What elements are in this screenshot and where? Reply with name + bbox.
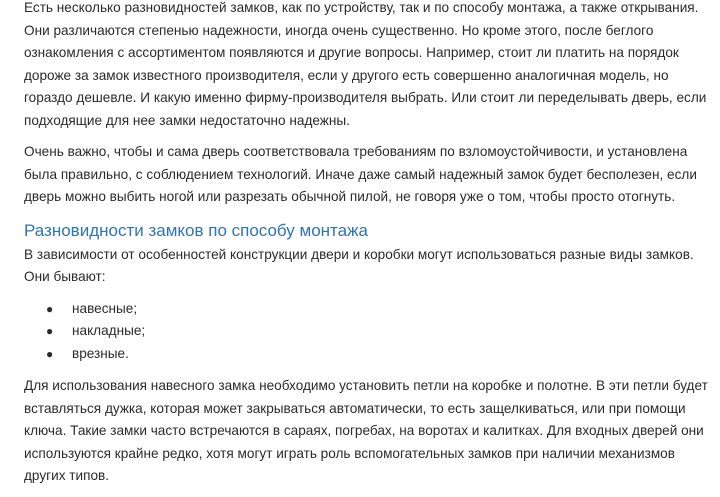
lock-types-list [24, 298, 714, 366]
list-item-label: навесные; [72, 300, 138, 316]
paragraph-lock-types-intro: Есть несколько разновидностей замков, как по устройству, так и по способу монтажа, а также открывания. Они различаются степенью надежности, иногда очень существенно. Но кроме этого, после беглого ознакомления с ассортиментом появляются и другие вопросы. Например, стоит ли платить на порядок дороже за замок известного производителя, если у другого есть совершенно аналогичная модель, но гораздо дешевле. И какую именно фирму-производителя выбрать. Или стоит ли переделывать дверь, если подходящие для нее замки недостаточно надежны. [24, 0, 707, 128]
bullet-icon: ● [46, 301, 54, 316]
paragraph-padlock-description: Для использования навесного замка необходимо установить петли на коробке и полотне. В эти петли будет вставляться дужка, которая может закрываться автоматически, то есть защелкиваться, или при помощи ключа. Такие замки часто встречаются в сараях, погребах, на воротах и калитках. Для входных дверей они используются крайне редко, хотя могут играть роль вспомогательных замков при наличии механизмов других типов. [24, 378, 708, 483]
bullet-icon: ● [46, 324, 54, 338]
paragraph-section-intro: В зависимости от особенностей конструкции двери и коробки могут использоваться разные виды замков. Они бывают: [24, 246, 694, 284]
bullet-icon: ● [46, 346, 54, 361]
paragraph-door-requirements: Очень важно, чтобы и сама дверь соответствовала требованиям по взломоустойчивости, и установлена была правильно, с соблюдением технологий. Иначе даже самый надежный замок будет бесполезен, если дверь можно выбить ногой или разрезать обычной пилой, не говоря уже о том, чтобы просто отогнуть. [24, 144, 697, 204]
list-item [24, 343, 714, 366]
document-page [24, 0, 714, 497]
list-item-label: врезные. [72, 345, 129, 361]
section-heading: Разновидности замков по способу монтажа [24, 220, 368, 240]
list-item [24, 298, 714, 321]
list-item-label: накладные; [72, 323, 146, 338]
list-item [24, 320, 714, 343]
